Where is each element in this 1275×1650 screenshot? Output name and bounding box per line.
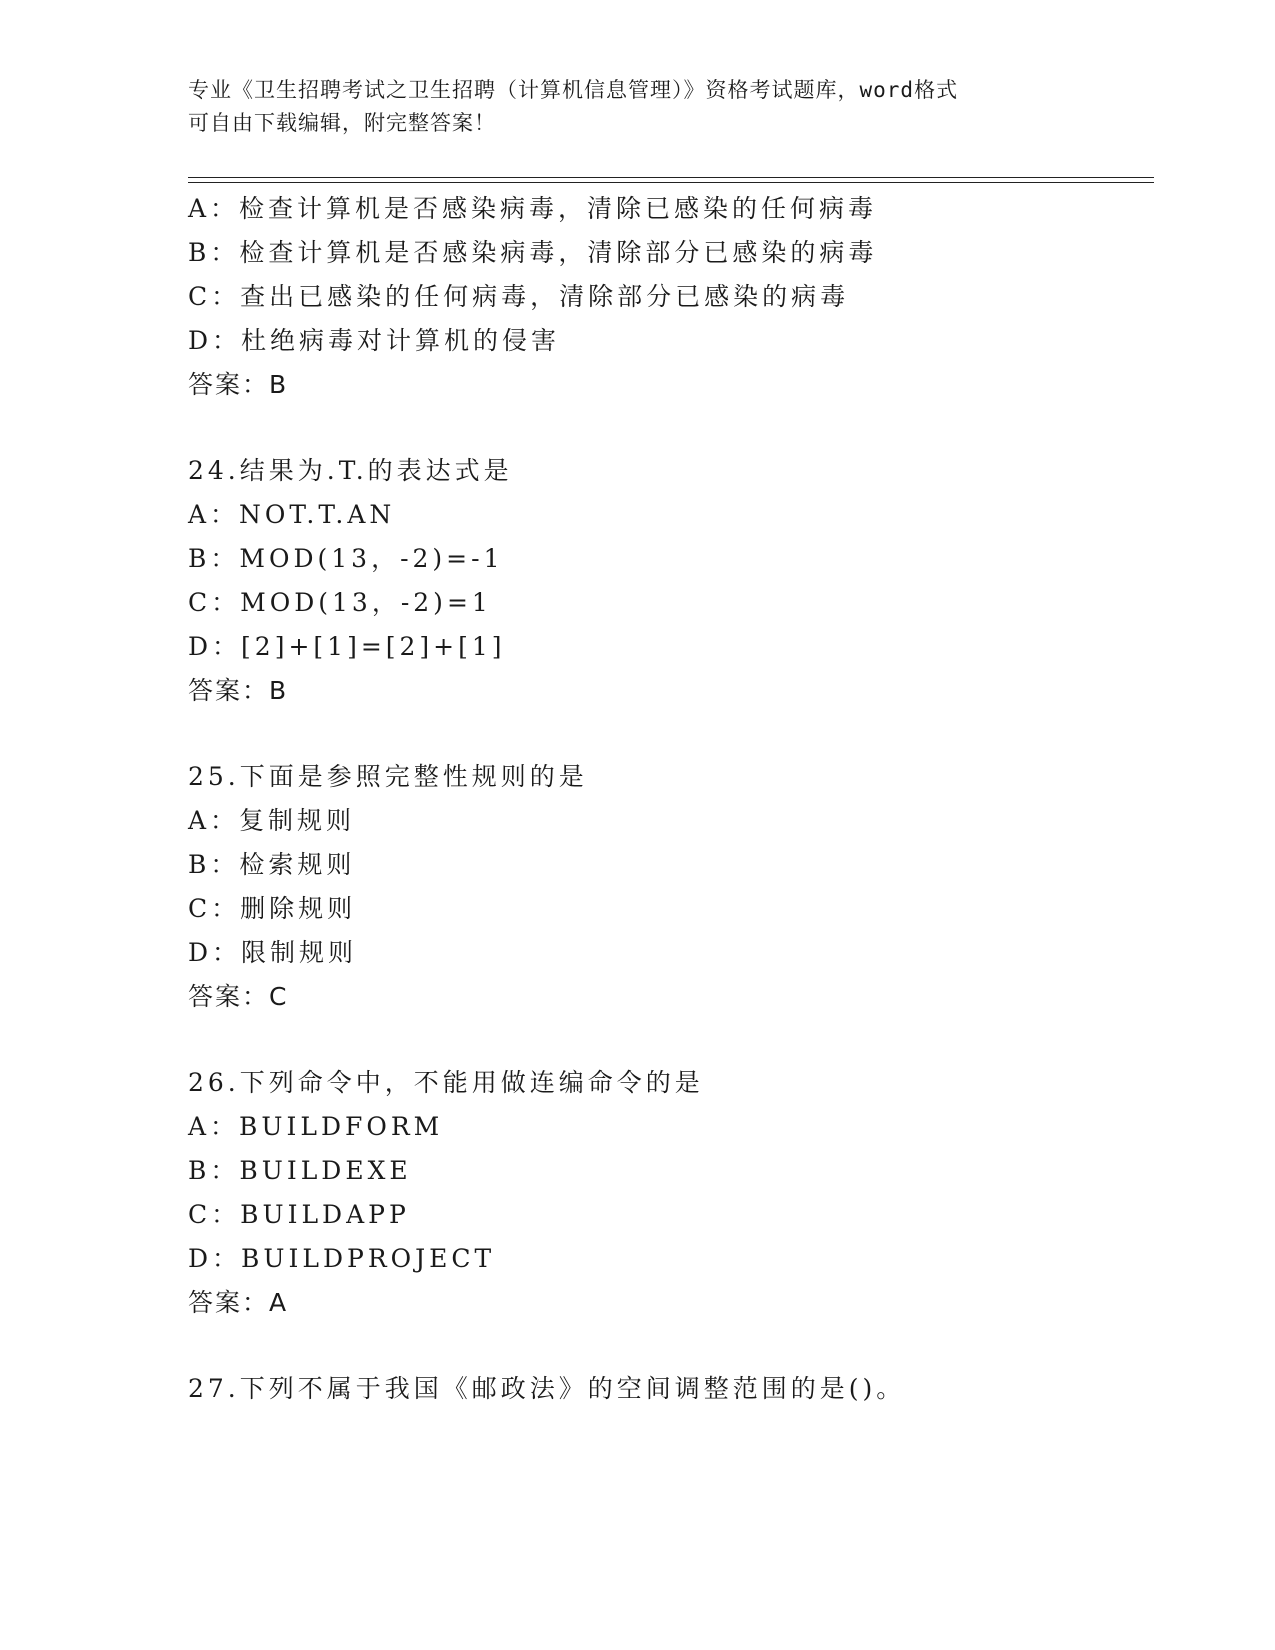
document-header: [188, 74, 1088, 140]
header-line-2: 可自由下载编辑，附完整答案！: [188, 111, 496, 135]
q23-option-c: C：查出已感染的任何病毒，清除部分已感染的病毒: [188, 282, 850, 311]
q24-question: 24.结果为.T.的表达式是: [188, 456, 513, 485]
header-divider-bottom: [188, 182, 1154, 183]
q25-option-a: A：复制规则: [188, 806, 356, 835]
q26-answer: 答案：A: [188, 1288, 289, 1317]
q25-option-b: B：检索规则: [188, 850, 356, 879]
q26-option-a: A：BUILDFORM: [188, 1112, 444, 1141]
header-divider-top: [188, 177, 1154, 178]
q26-option-b: B：BUILDEXE: [188, 1156, 412, 1185]
q24-option-c: C：MOD(13，-2)=1: [188, 588, 492, 617]
q24-option-a: A：NOT.T.AN: [188, 500, 396, 529]
q24-option-d: D：[2]+[1]=[2]+[1]: [188, 632, 506, 661]
q23-option-d: D：杜绝病毒对计算机的侵害: [188, 326, 561, 355]
q23-answer: 答案：B: [188, 370, 289, 399]
q27-question: 27.下列不属于我国《邮政法》的空间调整范围的是()。: [188, 1374, 906, 1403]
q24-option-b: B：MOD(13，-2)=-1: [188, 544, 504, 573]
q26-question: 26.下列命令中，不能用做连编命令的是: [188, 1068, 704, 1097]
q25-option-c: C：删除规则: [188, 894, 357, 923]
q26-option-d: D：BUILDPROJECT: [188, 1244, 496, 1273]
q23-option-a: A：检查计算机是否感染病毒，清除已感染的任何病毒: [188, 194, 878, 223]
q25-question: 25.下面是参照完整性规则的是: [188, 762, 588, 791]
q24-answer: 答案：B: [188, 676, 289, 705]
q26-option-c: C：BUILDAPP: [188, 1200, 410, 1229]
header-line-1: 专业《卫生招聘考试之卫生招聘（计算机信息管理）》资格考试题库，word格式: [188, 78, 959, 102]
q25-answer: 答案：C: [188, 982, 289, 1011]
q25-option-d: D：限制规则: [188, 938, 358, 967]
q23-option-b: B：检查计算机是否感染病毒，清除部分已感染的病毒: [188, 238, 878, 267]
